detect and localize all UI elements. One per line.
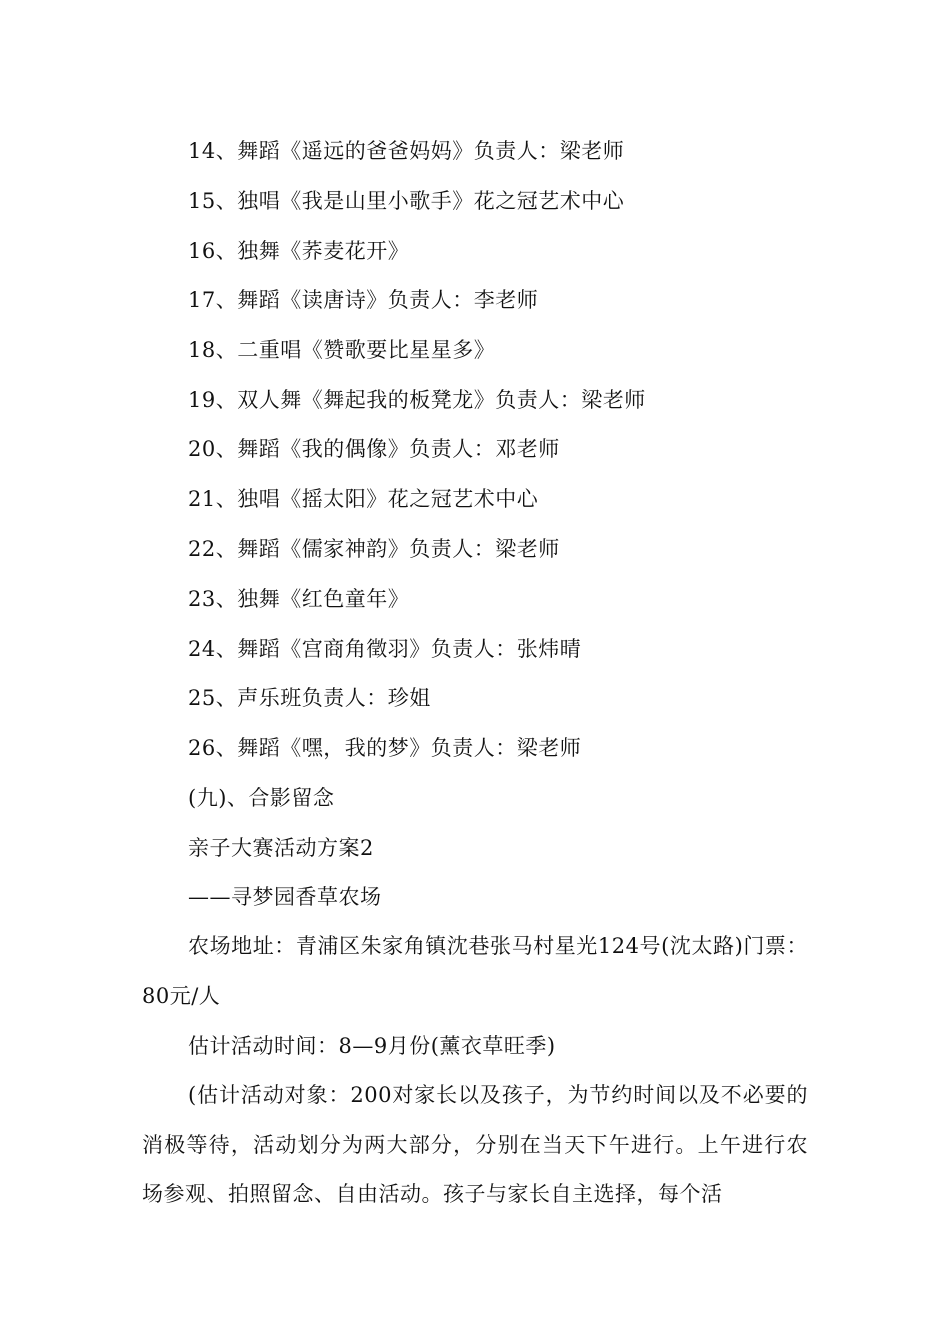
program-item: 19、双人舞《舞起我的板凳龙》负责人：梁老师 (188, 388, 646, 412)
plan2-subtitle: ——寻梦园香草农场 (188, 885, 382, 909)
program-item: 24、舞蹈《宫商角徵羽》负责人：张炜晴 (188, 637, 582, 661)
program-item: 16、独舞《荞麦花开》 (188, 239, 410, 263)
program-item: 14、舞蹈《遥远的爸爸妈妈》负责人：梁老师 (188, 139, 625, 163)
activity-time-paragraph: 估计活动时间：8—9月份(薰衣草旺季) (188, 1034, 556, 1058)
program-item: 20、舞蹈《我的偶像》负责人：邓老师 (188, 437, 560, 461)
program-item: 25、声乐班负责人：珍姐 (188, 686, 431, 710)
program-item: 15、独唱《我是山里小歌手》花之冠艺术中心 (188, 189, 625, 213)
program-item: 26、舞蹈《嘿，我的梦》负责人：梁老师 (188, 736, 582, 760)
plan2-title: 亲子大赛活动方案2 (188, 836, 374, 860)
closing-item: (九)、合影留念 (188, 786, 335, 810)
program-item: 23、独舞《红色童年》 (188, 587, 410, 611)
program-item: 18、二重唱《赞歌要比星星多》 (188, 338, 496, 362)
program-item: 22、舞蹈《儒家神韵》负责人：梁老师 (188, 537, 560, 561)
program-item: 21、独唱《摇太阳》花之冠艺术中心 (188, 487, 539, 511)
program-item: 17、舞蹈《读唐诗》负责人：李老师 (188, 288, 539, 312)
activity-target-paragraph: (估计活动对象：200对家长以及孩子，为节约时间以及不必要的消极等待，活动划分为两大部分，分别在当天下午进行。上午进行农场参观、拍照留念、自由活动。孩子与家长自主选择，每个活 (142, 1083, 808, 1207)
farm-address-paragraph: 农场地址：青浦区朱家角镇沈巷张马村星光124号(沈太路)门票：80元/人 (142, 934, 808, 1008)
